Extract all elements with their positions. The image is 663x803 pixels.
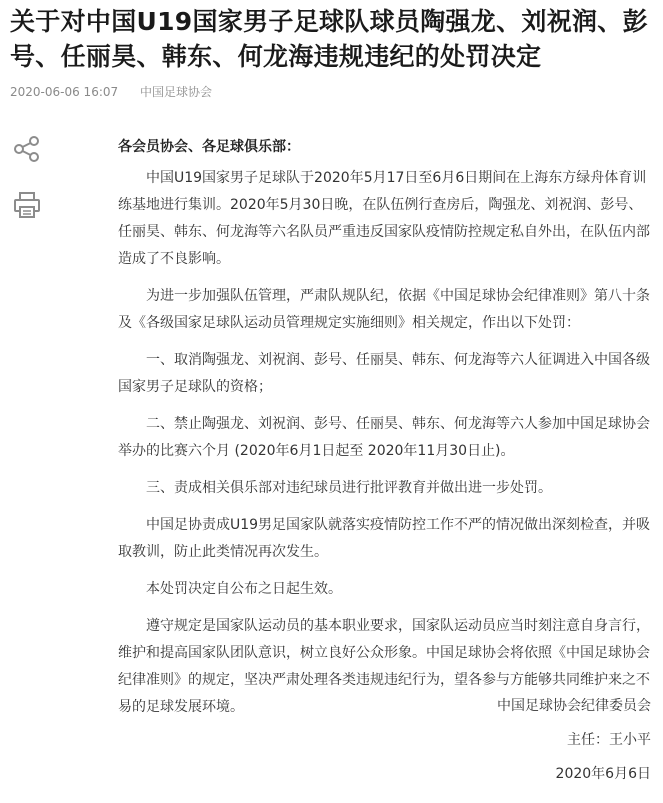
paragraph: 三、责成相关俱乐部对违纪球员进行批评教育并做出进一步处罚。 — [146, 480, 552, 496]
salutation: 各会员协会、各足球俱乐部： — [118, 139, 300, 155]
article-meta — [10, 84, 212, 100]
article-source[interactable]: 中国足球协会 — [139, 85, 212, 99]
paragraph: 本处罚决定自公布之日起生效。 — [146, 581, 342, 597]
print-icon[interactable] — [12, 190, 42, 220]
signature-chair: 主任：王小平 — [567, 732, 651, 748]
signature-org: 中国足球协会纪律委员会 — [497, 698, 651, 714]
paragraph: 中国U19国家男子足球队于2020年5月17日至6月6日期间在上海东方绿舟体育训练基地进行集训。2020年5月30日晚，在队伍例行查房后，陶强龙、刘祝润、彭号、任丽昊、韩东、何龙海等六名队员严重违反国家队疫情防控规定私自外出，在队伍内部造成了不良影响。 — [118, 170, 650, 267]
signature-date: 2020年6月6日 — [555, 766, 651, 782]
article-title: 关于对中国U19国家男子足球队球员陶强龙、刘祝润、彭号、任丽昊、韩东、何龙海违规违纪的处罚决定 — [10, 7, 648, 71]
article-body — [118, 134, 652, 731]
article-toolbar — [12, 134, 44, 246]
share-icon[interactable] — [12, 134, 42, 164]
publish-date: 2020-06-06 16:07 — [10, 85, 119, 99]
paragraph: 中国足协责成U19男足国家队就落实疫情防控工作不严的情况做出深刻检查，并吸取教训，防止此类情况再次发生。 — [118, 517, 651, 560]
paragraph: 一、取消陶强龙、刘祝润、彭号、任丽昊、韩东、何龙海等六人征调进入中国各级国家男子足球队的资格； — [118, 352, 650, 395]
paragraph: 遵守规定是国家队运动员的基本职业要求，国家队运动员应当时刻注意自身言行，维护和提高国家队团队意识，树立良好公众形象。中国足球协会将依照《中国足球协会纪律准则》的规定，坚决严肃处理各类违规违纪行为，望各参与方能够共同维护来之不易的足球发展环境。 — [118, 618, 650, 715]
paragraph: 为进一步加强队伍管理，严肃队规队纪，依据《中国足球协会纪律准则》第八十条及《各级国家足球队运动员管理规定实施细则》相关规定，作出以下处罚： — [118, 288, 650, 331]
paragraph: 二、禁止陶强龙、刘祝润、彭号、任丽昊、韩东、何龙海等六人参加中国足球协会举办的比赛六个月 (2020年6月1日起至 2020年11月30日止)。 — [118, 416, 650, 459]
